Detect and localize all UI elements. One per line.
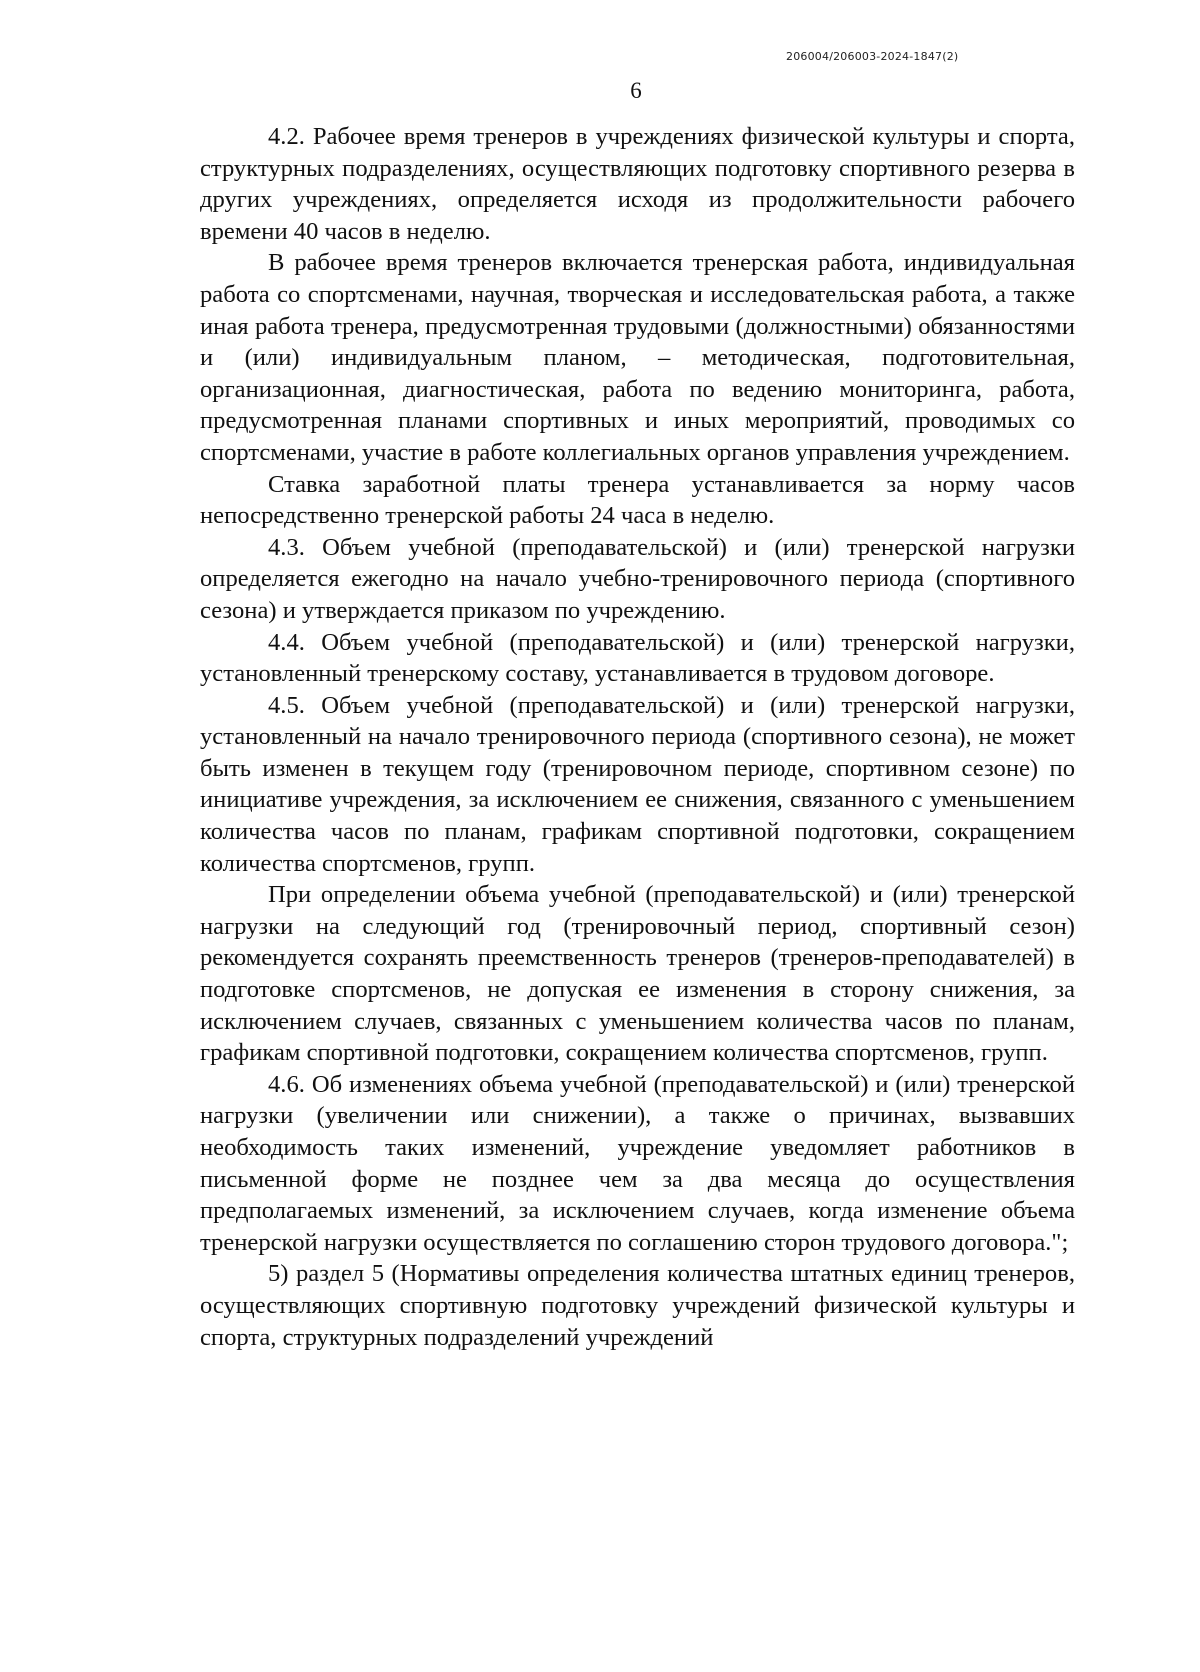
- paragraph-salary-rate: Ставка заработной платы тренера устанавливается за норму часов непосредственно тренерской работы 24 часа в неделю.: [200, 470, 1075, 530]
- paragraph-section-5: 5) раздел 5 (Нормативы определения количества штатных единиц тренеров, осуществляющих спортивную подготовку учреждений физической культуры и спорта, структурных подразделений учреждений: [200, 1260, 1075, 1351]
- page-number: 6: [630, 78, 642, 103]
- paragraph-4-3: 4.3. Объем учебной (преподавательской) и (или) тренерской нагрузки определяется ежегодно на начало учебно-тренировочного периода (спортивного сезона) и утверждается приказом по учреждению.: [200, 533, 1075, 624]
- paragraph-4-5: 4.5. Объем учебной (преподавательской) и (или) тренерской нагрузки, установленный на начало тренировочного периода (спортивного сезона), не может быть изменен в текущем году (тренировочном периоде, спортивном сезоне) по инициативе учреждения, за исключением ее снижения, связанного с уменьшением количества часов по планам, графикам спортивной подготовки, сокращением количества спортсменов, групп.: [200, 691, 1075, 877]
- document-id: 206004/206003-2024-1847(2): [786, 50, 959, 63]
- paragraph-4-2: 4.2. Рабочее время тренеров в учреждениях физической культуры и спорта, структурных подразделениях, осуществляющих подготовку спортивного резерва в других учреждениях, определяется исходя из продолжительности рабочего времени 40 часов в неделю.: [200, 123, 1075, 245]
- paragraph-load-continuity: При определении объема учебной (преподавательской) и (или) тренерской нагрузки на следующий год (тренировочный период, спортивный сезон) рекомендуется сохранять преемственность тренеров (тренеров-преподавателей) в подготовке спортсменов, не допуская ее изменения в сторону снижения, за исключением случаев, связанных с уменьшением количества часов по планам, графикам спортивной подготовки, сокращением количества спортсменов, групп.: [200, 881, 1075, 1067]
- paragraph-4-6: 4.6. Об изменениях объема учебной (преподавательской) и (или) тренерской нагрузки (увеличении или снижении), а также о причинах, вызвавших необходимость таких изменений, учреждение уведомляет работников в письменной форме не позднее чем за два месяца до осуществления предполагаемых изменений, за исключением случаев, когда изменение объема тренерской нагрузки осуществляется по соглашению сторон трудового договора.";: [200, 1070, 1075, 1256]
- paragraph-working-time-content: В рабочее время тренеров включается тренерская работа, индивидуальная работа со спортсменами, научная, творческая и исследовательская работа, а также иная работа тренера, предусмотренная трудовыми (должностными) обязанностями и (или) индивидуальным планом, – методическая, подготовительная, организационная, диагностическая, работа по ведению мониторинга, работа, предусмотренная планами спортивных и иных мероприятий, проводимых со спортсменами, участие в работе коллегиальных органов управления учреждением.: [200, 249, 1075, 466]
- paragraph-4-4: 4.4. Объем учебной (преподавательской) и (или) тренерской нагрузки, установленный тренерскому составу, устанавливается в трудовом договоре.: [200, 628, 1075, 688]
- document-body: [200, 121, 1075, 1353]
